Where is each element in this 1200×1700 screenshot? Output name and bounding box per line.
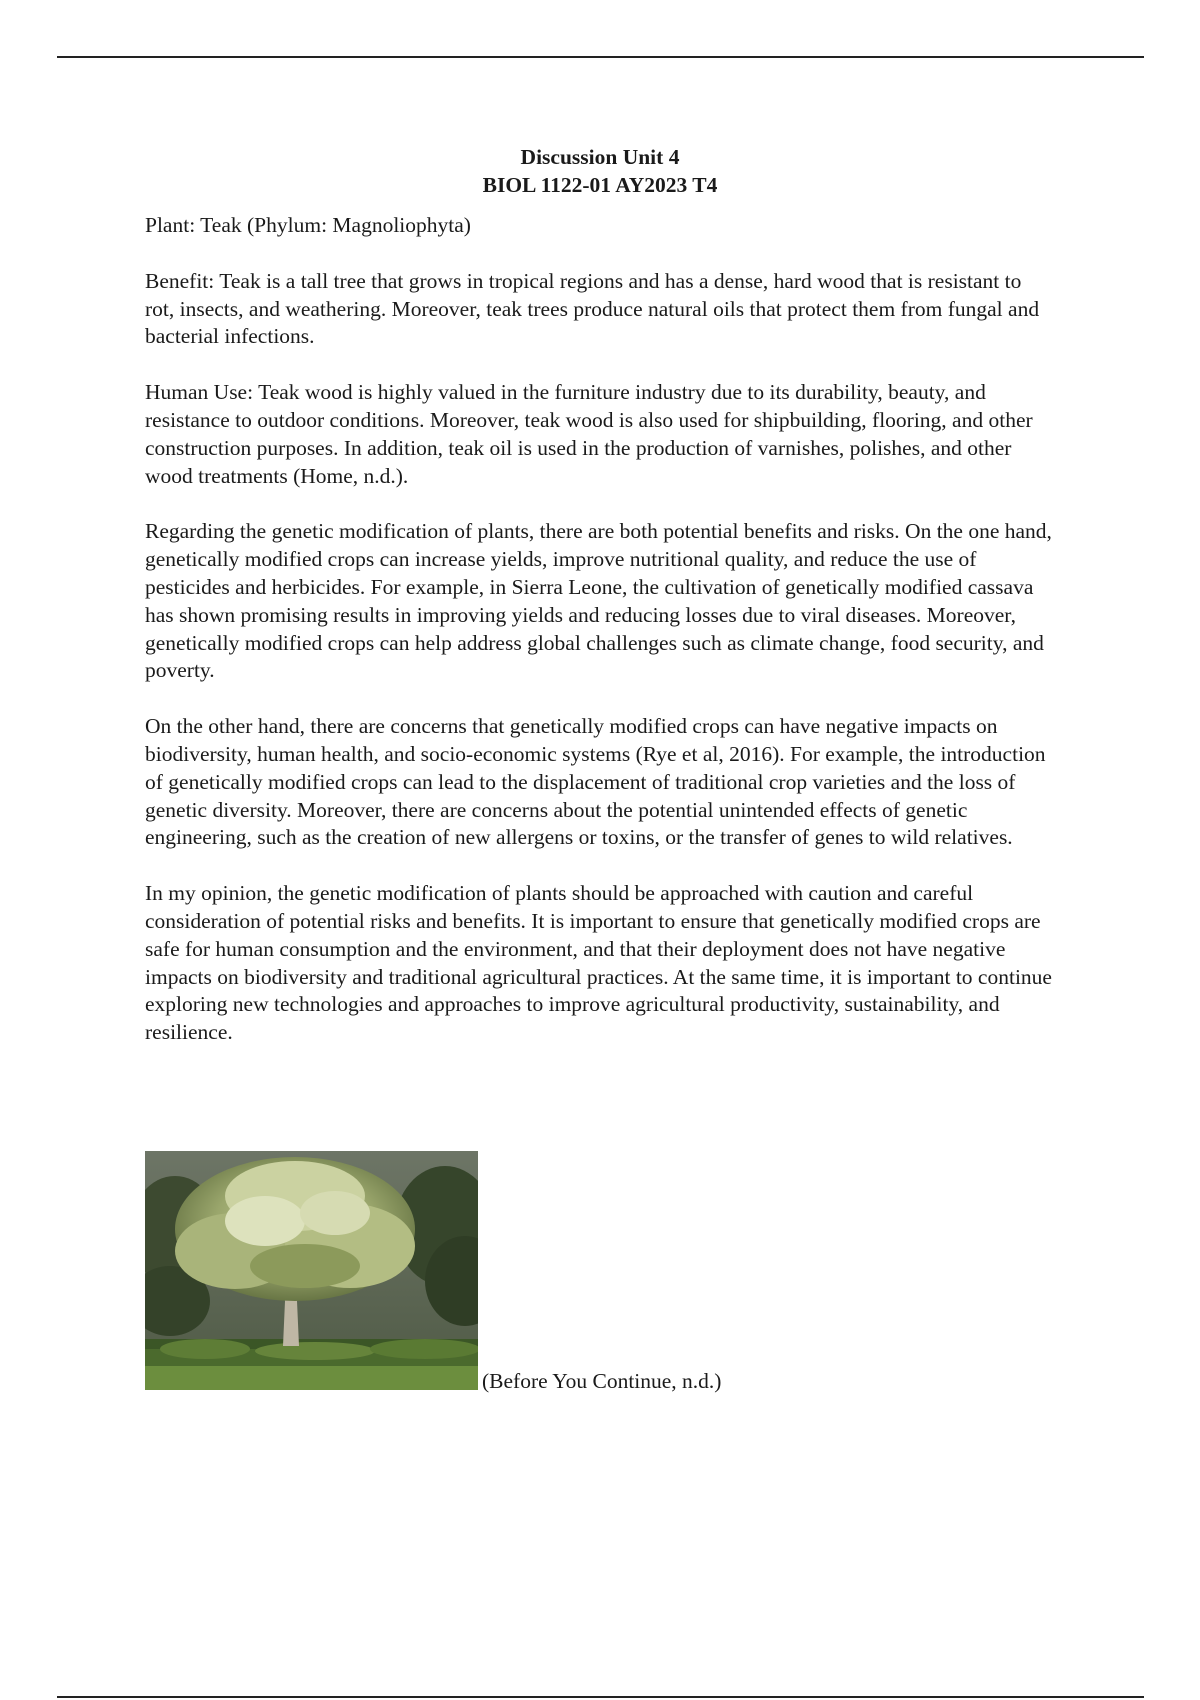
document-body bbox=[145, 143, 1055, 1075]
gm-risks-paragraph: On the other hand, there are concerns that genetically modified crops can have negative impacts on biodiversity, human health, and socio-economic systems (Rye et al, 2016). For example, the introduction of genetically modified crops can lead to the displacement of traditional crop varieties and the loss of genetic diversity. Moreover, there are concerns about the potential unintended effects of genetic engineering, such as the creation of new allergens or toxins, or the transfer of genes to wild relatives. bbox=[145, 714, 1046, 850]
teak-tree-image bbox=[145, 1151, 478, 1390]
image-caption: (Before You Continue, n.d.) bbox=[482, 1369, 722, 1393]
document-title bbox=[145, 143, 1055, 199]
bottom-rule bbox=[57, 1696, 1144, 1698]
human-use-paragraph: Human Use: Teak wood is highly valued in the furniture industry due to its durability, beauty, and resistance to outdoor conditions. Moreover, teak wood is also used for shipbuilding, flooring, and other construction purposes. In addition, teak oil is used in the production of varnishes, polishes, and other wood treatments (Home, n.d.). bbox=[145, 380, 1033, 488]
title-line-2: BIOL 1122-01 AY2023 T4 bbox=[482, 173, 718, 197]
gm-benefits-paragraph: Regarding the genetic modification of plants, there are both potential benefits and risks. On the one hand, genetically modified crops can increase yields, improve nutritional quality, and reduce the use of pesticides and herbicides. For example, in Sierra Leone, the cultivation of genetically modified cassava has shown promising results in improving yields and reducing losses due to viral diseases. Moreover, genetically modified crops can help address global challenges such as climate change, food security, and poverty. bbox=[145, 519, 1052, 683]
top-rule bbox=[57, 56, 1144, 58]
plant-line: Plant: Teak (Phylum: Magnoliophyta) bbox=[145, 213, 471, 237]
opinion-paragraph: In my opinion, the genetic modification of plants should be approached with caution and careful consideration of potential risks and benefits. It is important to ensure that genetically modified crops are safe for human consumption and the environment, and that their deployment does not have negative impacts on biodiversity and traditional agricultural practices. At the same time, it is important to continue exploring new technologies and approaches to improve agricultural productivity, sustainability, and resilience. bbox=[145, 881, 1052, 1045]
title-line-1: Discussion Unit 4 bbox=[520, 145, 680, 169]
benefit-paragraph: Benefit: Teak is a tall tree that grows in tropical regions and has a dense, hard wood that is resistant to rot, insects, and weathering. Moreover, teak trees produce natural oils that protect them from fungal and bacterial infections. bbox=[145, 268, 1040, 349]
